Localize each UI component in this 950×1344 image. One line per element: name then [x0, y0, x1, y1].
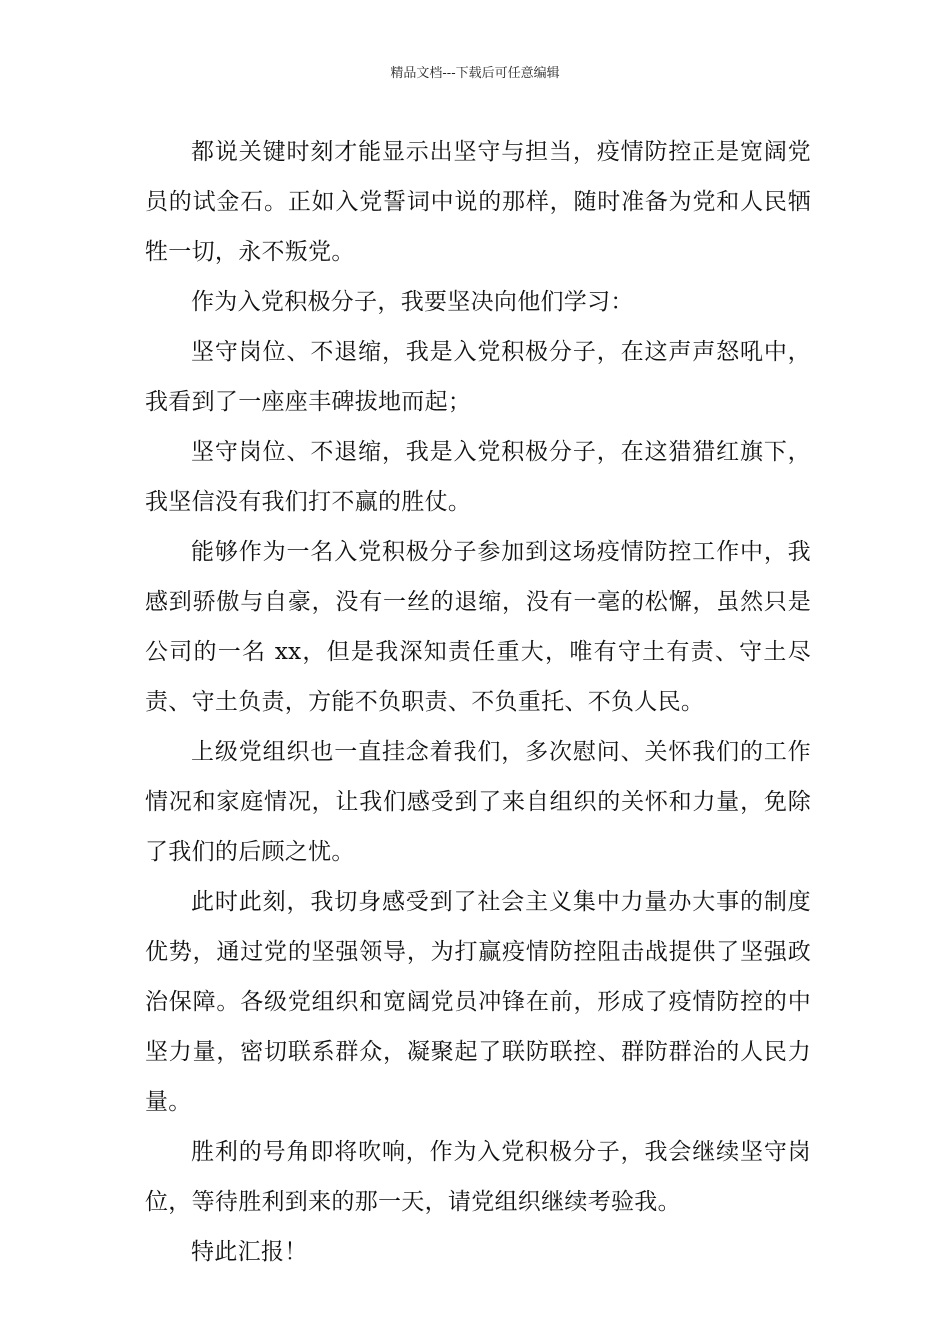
page-header: 精品文档---下载后可任意编辑: [390, 66, 560, 81]
paragraph: 都说关键时刻才能显示出坚守与担当，疫情防控正是宽阔党员的试金石。正如入党誓词中说的那样，随时准备为党和人民牺牲一切，永不叛党。: [145, 139, 811, 265]
document-body: [145, 127, 811, 1277]
paragraph: 坚守岗位、不退缩，我是入党积极分子，在这声声怒吼中，我看到了一座座丰碑拔地而起；: [145, 339, 811, 415]
paragraph: 胜利的号角即将吹响，作为入党积极分子，我会继续坚守岗位，等待胜利到来的那一天，请党组织继续考验我。: [145, 1139, 811, 1215]
paragraph: 作为入党积极分子，我要坚决向他们学习：: [191, 289, 634, 315]
paragraph: 能够作为一名入党积极分子参加到这场疫情防控工作中，我感到骄傲与自豪，没有一丝的退缩，没有一毫的松懈，虽然只是公司的一名 xx，但是我深知责任重大，唯有守土有责、守土尽责、守土负责，方能不负职责、不负重托、不负人民。: [145, 539, 811, 715]
paragraph: 此时此刻，我切身感受到了社会主义集中力量办大事的制度优势，通过党的坚强领导，为打赢疫情防控阻击战提供了坚强政治保障。各级党组织和宽阔党员冲锋在前，形成了疫情防控的中坚力量，密切联系群众，凝聚起了联防联控、群防群治的人民力量。: [145, 889, 811, 1115]
paragraph: 上级党组织也一直挂念着我们，多次慰问、关怀我们的工作情况和家庭情况，让我们感受到了来自组织的关怀和力量，免除了我们的后顾之忧。: [145, 739, 811, 865]
closing-line: 特此汇报！: [191, 1239, 308, 1265]
paragraph: 坚守岗位、不退缩，我是入党积极分子，在这猎猎红旗下，我坚信没有我们打不赢的胜仗。: [145, 439, 811, 515]
